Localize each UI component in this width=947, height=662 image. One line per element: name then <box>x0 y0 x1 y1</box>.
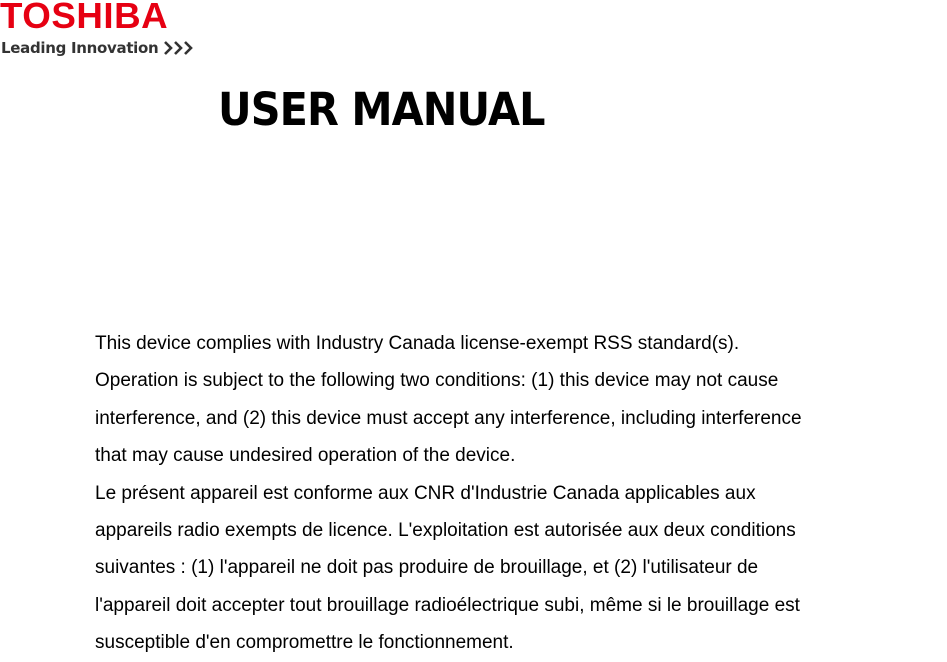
logo-brand-text: TOSHIBA <box>0 0 169 36</box>
statement-line: suivantes : (1) l'appareil ne doit pas produire de brouillage, et (2) l'utilisateur de <box>95 557 759 579</box>
statement-line: that may cause undesired operation of the device. <box>95 445 516 467</box>
statement-line: Le présent appareil est conforme aux CNR d'Industrie Canada applicables aux <box>95 482 756 504</box>
statement-line: This device complies with Industry Canada license-exempt RSS standard(s). <box>95 333 740 354</box>
compliance-statement <box>95 325 947 662</box>
triple-chevron-right-icon <box>164 41 198 55</box>
statement-line: l'appareil doit accepter tout brouillage radioélectrique subi, même si le brouillage est <box>95 594 800 616</box>
document-title: USER MANUAL <box>218 83 545 136</box>
logo-tagline-row <box>1 37 198 59</box>
logo-tagline: Leading Innovation <box>1 39 159 57</box>
statement-line: Operation is subject to the following two conditions: (1) this device may not cause <box>95 370 779 392</box>
statement-line: appareils radio exempts de licence. L'exploitation est autorisée aux deux conditions <box>95 520 796 542</box>
statement-line: interference, and (2) this device must accept any interference, including interference <box>95 407 802 429</box>
toshiba-logo <box>0 0 240 64</box>
statement-line: susceptible d'en compromettre le fonctionnement. <box>95 632 514 654</box>
